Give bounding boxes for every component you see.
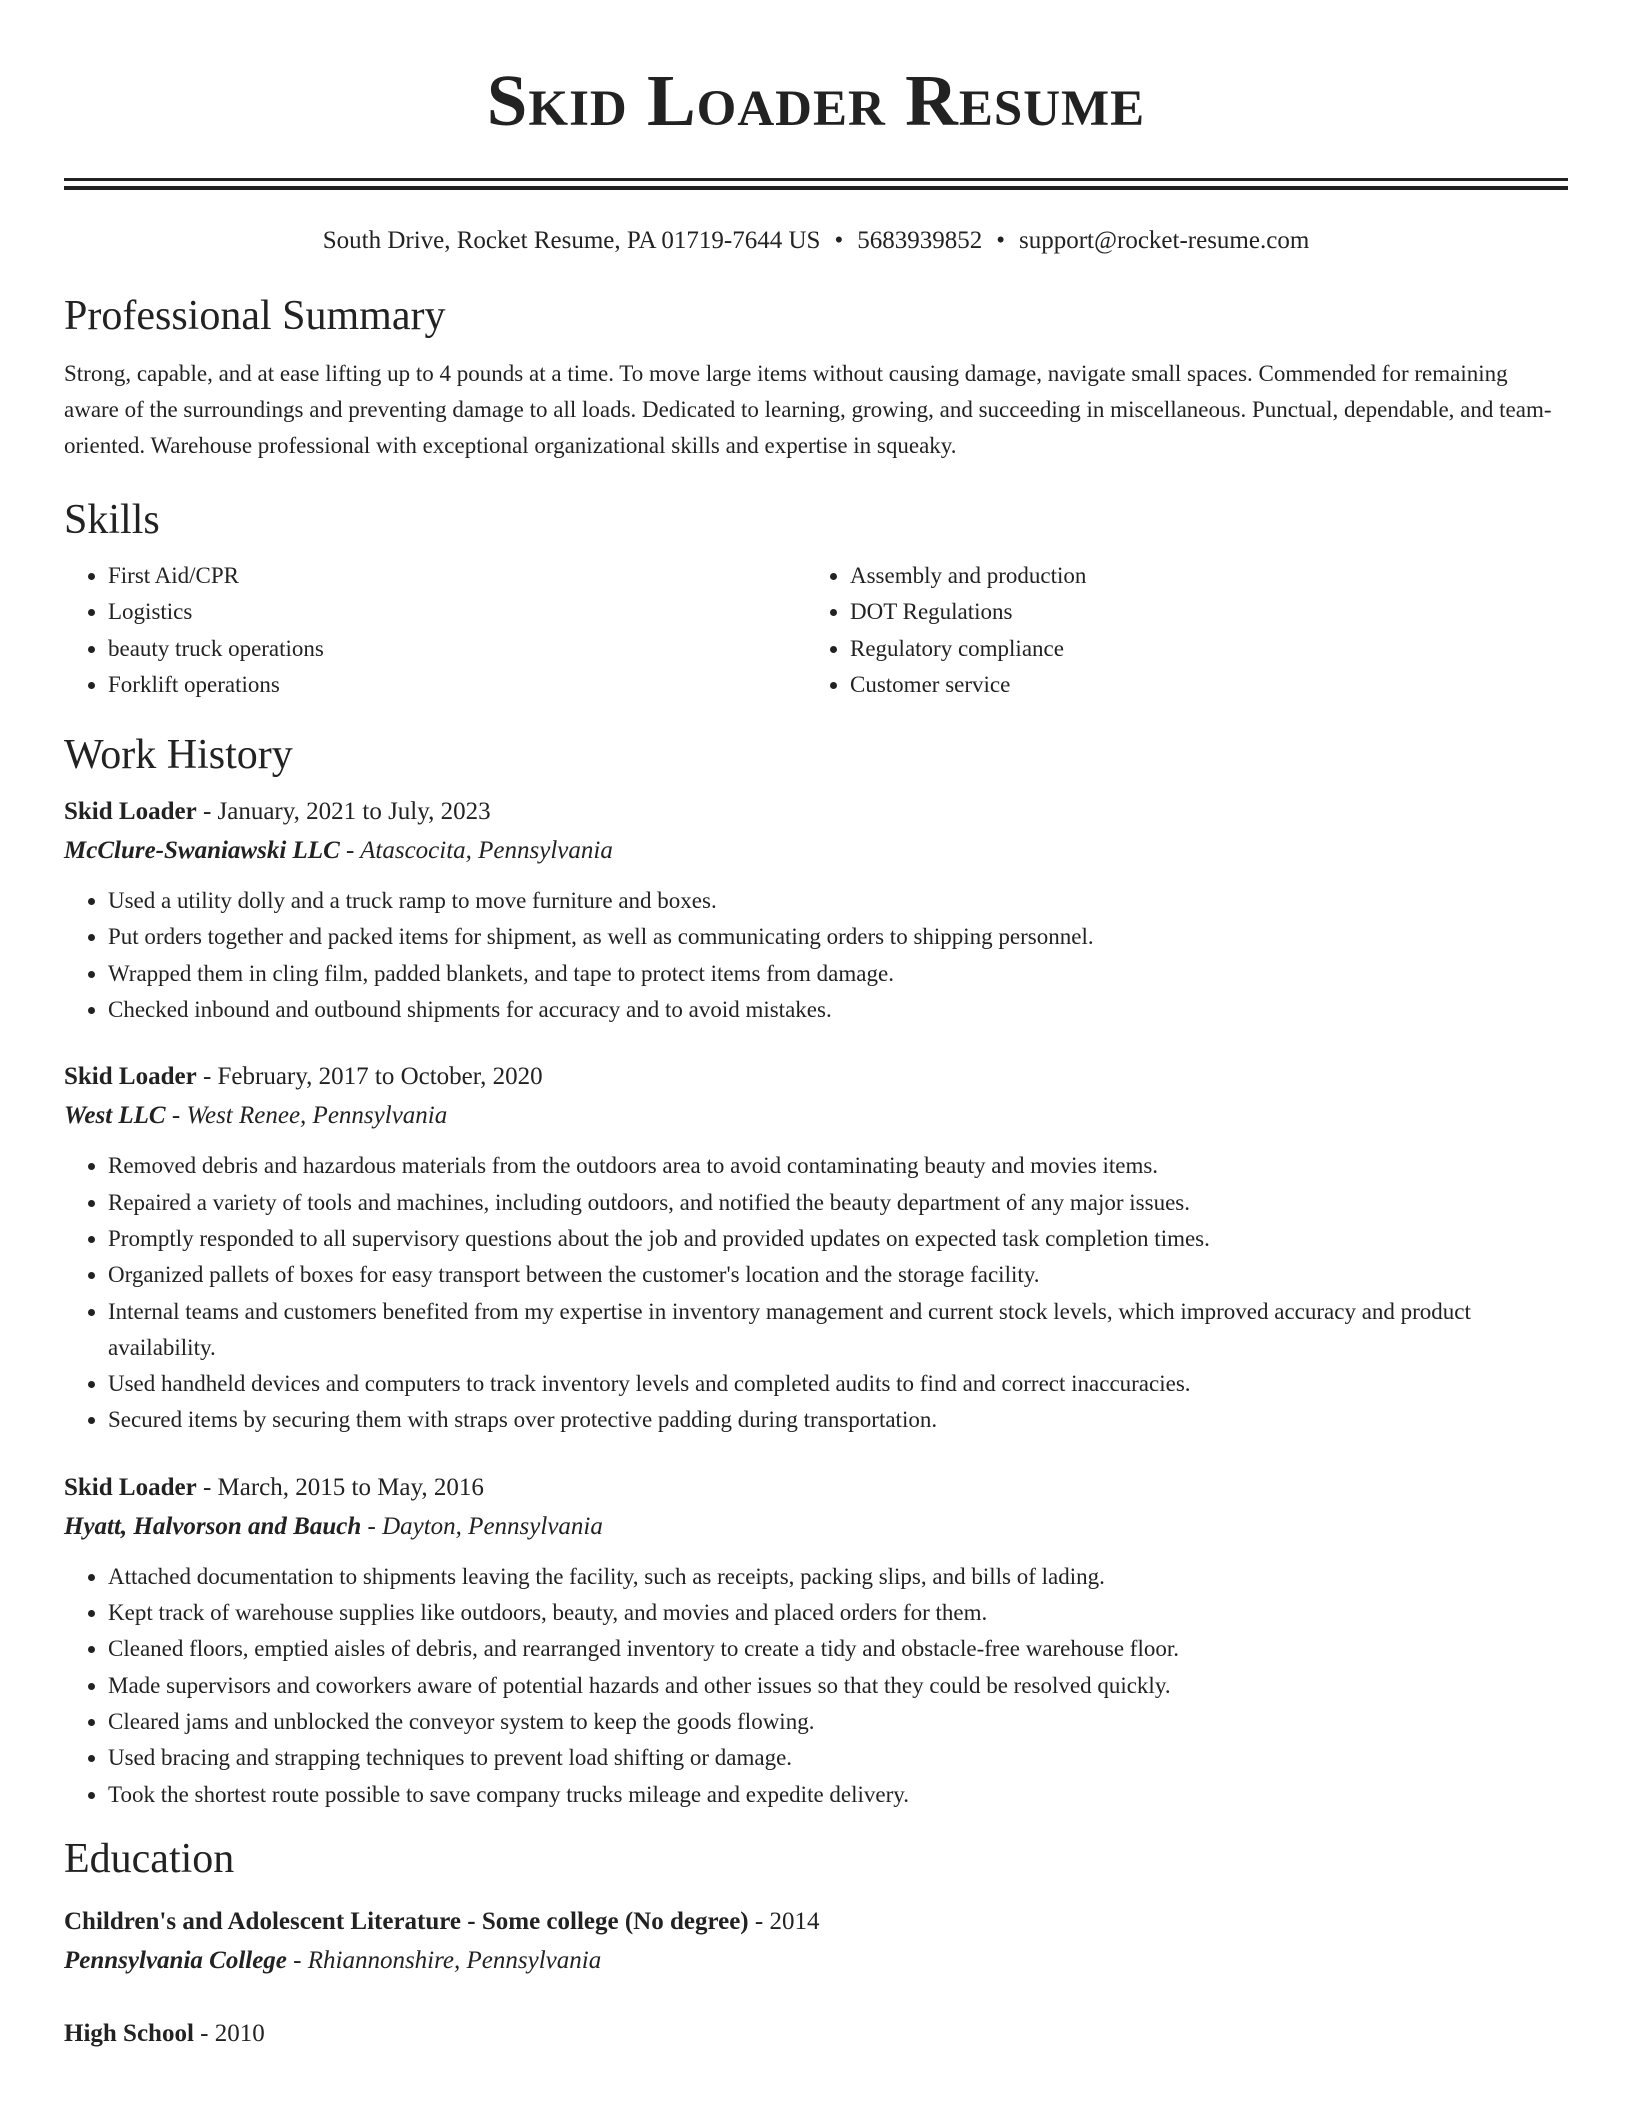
job-header <box>64 1058 1568 1096</box>
education-year: - 2010 <box>193 2019 265 2047</box>
contact-email: support@rocket-resume.com <box>1018 227 1310 254</box>
job-company: McClure-Swaniawski LLC <box>64 837 340 865</box>
education-degree: High School <box>64 2019 194 2047</box>
duty-item: • Used bracing and strapping techniques to prevent load shifting or damage. <box>108 1740 1568 1776</box>
job-company: West LLC <box>64 1102 166 1130</box>
job-duties <box>64 883 1568 1028</box>
skills-list-left <box>64 558 806 703</box>
job-employer <box>64 831 1568 871</box>
duty-item: • Promptly responded to all supervisory questions about the job and provided updates on expected task completion times. <box>108 1221 1568 1257</box>
duty-item: • Took the shortest route possible to save company trucks mileage and expedite delivery. <box>108 1777 1568 1813</box>
education-year: - 2014 <box>748 1907 820 1935</box>
duty-item: • Put orders together and packed items for shipment, as well as communicating orders to shipping personnel. <box>108 919 1568 955</box>
education-school: Pennsylvania College <box>64 1946 287 1974</box>
skill-item: • Customer service <box>850 667 1548 703</box>
duty-item: • Attached documentation to shipments leaving the facility, such as receipts, packing slips, and bills of lading. <box>108 1559 1568 1595</box>
duty-item: • Cleaned floors, emptied aisles of debris, and rearranged inventory to create a tidy and obstacle-free warehouse floor. <box>108 1631 1568 1667</box>
duty-item: • Organized pallets of boxes for easy transport between the customer's location and the storage facility. <box>108 1257 1568 1293</box>
education-entry <box>64 1903 1568 1981</box>
education-location: - Rhiannonshire, Pennsylvania <box>286 1946 602 1974</box>
skill-item: • DOT Regulations <box>850 594 1548 630</box>
job-header <box>64 1469 1568 1507</box>
job-dates: - February, 2017 to October, 2020 <box>196 1063 543 1091</box>
duty-item: • Cleared jams and unblocked the conveyor system to keep the goods flowing. <box>108 1704 1568 1740</box>
job-dates: - March, 2015 to May, 2016 <box>196 1473 484 1501</box>
skill-item: • Forklift operations <box>108 667 806 703</box>
duty-item: • Removed debris and hazardous materials from the outdoors area to avoid contaminating beauty and movies items. <box>108 1148 1568 1184</box>
duty-item: • Checked inbound and outbound shipments for accuracy and to avoid mistakes. <box>108 992 1568 1028</box>
duty-item: • Internal teams and customers benefited from my expertise in inventory management and current stock levels, which improved accuracy and product availability. <box>108 1294 1568 1367</box>
job-title: Skid Loader <box>64 798 197 826</box>
job-title: Skid Loader <box>64 1473 197 1501</box>
skill-item: • Assembly and production <box>850 558 1548 594</box>
skill-item: • beauty truck operations <box>108 631 806 667</box>
skill-item: • First Aid/CPR <box>108 558 806 594</box>
resume-title: Skid Loader Resume <box>486 60 1146 141</box>
job-header <box>64 793 1568 831</box>
job-dates: - January, 2021 to July, 2023 <box>196 798 491 826</box>
education-entry <box>64 2015 1568 2053</box>
contact-line <box>64 224 1568 258</box>
job-duties <box>64 1559 1568 1813</box>
skills-columns <box>64 558 1568 703</box>
job-entry <box>64 1469 1568 1813</box>
title-divider <box>64 178 1568 190</box>
work-history-heading: Work History <box>64 732 293 779</box>
education-degree: Children's and Adolescent Literature - Some college (No degree) <box>64 1907 749 1935</box>
job-title: Skid Loader <box>64 1063 197 1091</box>
duty-item: • Used a utility dolly and a truck ramp to move furniture and boxes. <box>108 883 1568 919</box>
duty-item: • Made supervisors and coworkers aware of potential hazards and other issues so that they could be resolved quickly. <box>108 1668 1568 1704</box>
job-entry <box>64 1058 1568 1438</box>
skills-heading: Skills <box>64 497 160 543</box>
contact-separator: • <box>834 227 844 254</box>
contact-address: South Drive, Rocket Resume, PA 01719-7644 US <box>322 227 821 254</box>
duty-item: • Kept track of warehouse supplies like outdoors, beauty, and movies and placed orders for them. <box>108 1595 1568 1631</box>
education-header <box>64 2015 1568 2053</box>
summary-heading: Professional Summary <box>64 293 446 339</box>
contact-separator: • <box>996 227 1005 254</box>
duty-item: • Used handheld devices and computers to track inventory levels and completed audits to find and correct inaccuracies. <box>108 1366 1568 1402</box>
job-company: Hyatt, Halvorson and Bauch <box>64 1512 362 1540</box>
job-employer <box>64 1096 1568 1136</box>
contact-phone: 5683939852 <box>857 227 983 254</box>
education-heading: Education <box>64 1835 235 1882</box>
job-location: - Atascocita, Pennsylvania <box>339 837 613 865</box>
summary-text: Strong, capable, and at ease lifting up to 4 pounds at a time. To move large items without causing damage, navigate small spaces. Commended for remaining aware of the surroundings and preventing damage to all loads. Dedicated to learning, growing, and succeeding in miscellaneous. Punctual, dependable, and team-oriented. Warehouse professional with exceptional organizational skills and expertise in squeaky. <box>64 361 1552 458</box>
duty-item: • Repaired a variety of tools and machines, including outdoors, and notified the beauty department of any major issues. <box>108 1185 1568 1221</box>
skills-list-right <box>806 558 1548 703</box>
job-employer <box>64 1507 1568 1547</box>
duty-item: • Wrapped them in cling film, padded blankets, and tape to protect items from damage. <box>108 956 1568 992</box>
education-institution <box>64 1941 1568 1981</box>
skill-item: • Regulatory compliance <box>850 631 1548 667</box>
job-location: - West Renee, Pennsylvania <box>165 1102 448 1130</box>
job-entry <box>64 793 1568 1028</box>
skill-item: • Logistics <box>108 594 806 630</box>
education-header <box>64 1903 1568 1941</box>
duty-item: • Secured items by securing them with straps over protective padding during transportation. <box>108 1402 1568 1438</box>
job-location: - Dayton, Pennsylvania <box>361 1512 603 1540</box>
job-duties <box>64 1148 1568 1438</box>
